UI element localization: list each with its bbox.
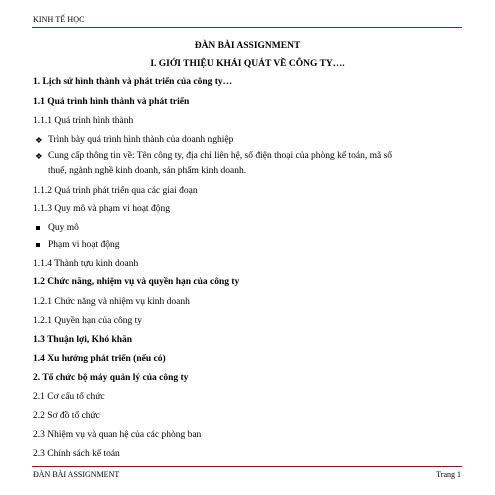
square-bullet-icon xyxy=(36,243,40,247)
outline-heading-1-1: 1.1 Quá trình hình thành và phát triển xyxy=(33,97,190,107)
page-header: KINH TẾ HỌC xyxy=(33,15,85,24)
outline-item-2-3b: 2.3 Chính sách kế toán xyxy=(33,449,120,459)
outline-heading-1-4: 1.4 Xu hướng phát triển (nếu có) xyxy=(33,354,166,364)
outline-heading-1: 1. Lịch sử hình thành và phát triển của công ty… xyxy=(33,77,233,87)
outline-item-1-1-2: 1.1.2 Quá trình phát triển qua các giai đoạn xyxy=(33,186,198,196)
outline-heading-1-2: 1.2 Chức năng, nhiệm vụ và quyền hạn của công ty xyxy=(33,277,240,287)
outline-heading-1-3: 1.3 Thuận lợi, Khó khăn xyxy=(33,335,133,345)
outline-item-2-3a: 2.3 Nhiệm vụ và quan hệ của các phòng ban xyxy=(33,430,202,440)
outline-item-2-1: 2.1 Cơ cấu tổ chức xyxy=(33,392,105,402)
square-item-1: Quy mô xyxy=(48,223,79,233)
section-title: I. GIỚI THIỆU KHÁI QUÁT VỀ CÔNG TY…. xyxy=(150,59,345,69)
footer-rule xyxy=(32,466,462,467)
page-footer-title: ĐÀN BÀI ASSIGNMENT xyxy=(33,470,120,479)
bullet-text-2-cont: thuế, ngành nghề kinh doanh, sản phẩm kinh doanh. xyxy=(48,166,247,176)
outline-item-1-2-1a: 1.2.1 Chức năng và nhiệm vụ kinh doanh xyxy=(33,297,190,307)
square-bullet-icon xyxy=(36,226,40,230)
outline-item-2-2: 2.2 Sơ đồ tổ chức xyxy=(33,411,100,421)
square-item-2: Phạm vi hoạt động xyxy=(48,240,120,250)
header-rule xyxy=(32,27,462,28)
outline-item-1-1-3: 1.1.3 Quy mô và phạm vi hoạt động xyxy=(33,204,170,214)
outline-item-1-1-1: 1.1.1 Quá trình hình thành xyxy=(33,116,134,126)
bullet-text-2: Cung cấp thông tin về: Tên công ty, địa chỉ liên hệ, số điện thoại của phòng kế toán, mã số xyxy=(48,151,393,161)
outline-item-1-1-4: 1.1.4 Thành tựu kinh doanh xyxy=(33,259,139,269)
outline-item-1-2-1b: 1.2.1 Quyền hạn của công ty xyxy=(33,316,142,326)
bullet-text-1: Trình bày quá trình hình thành của doanh nghiệp xyxy=(48,135,234,145)
diamond-bullet-icon: ❖ xyxy=(35,151,43,161)
document-title: ĐÀN BÀI ASSIGNMENT xyxy=(194,41,301,51)
page-number: Trang 1 xyxy=(436,470,461,479)
outline-heading-2: 2. Tổ chức bộ máy quản lý của công ty xyxy=(33,373,189,383)
diamond-bullet-icon: ❖ xyxy=(35,135,43,145)
